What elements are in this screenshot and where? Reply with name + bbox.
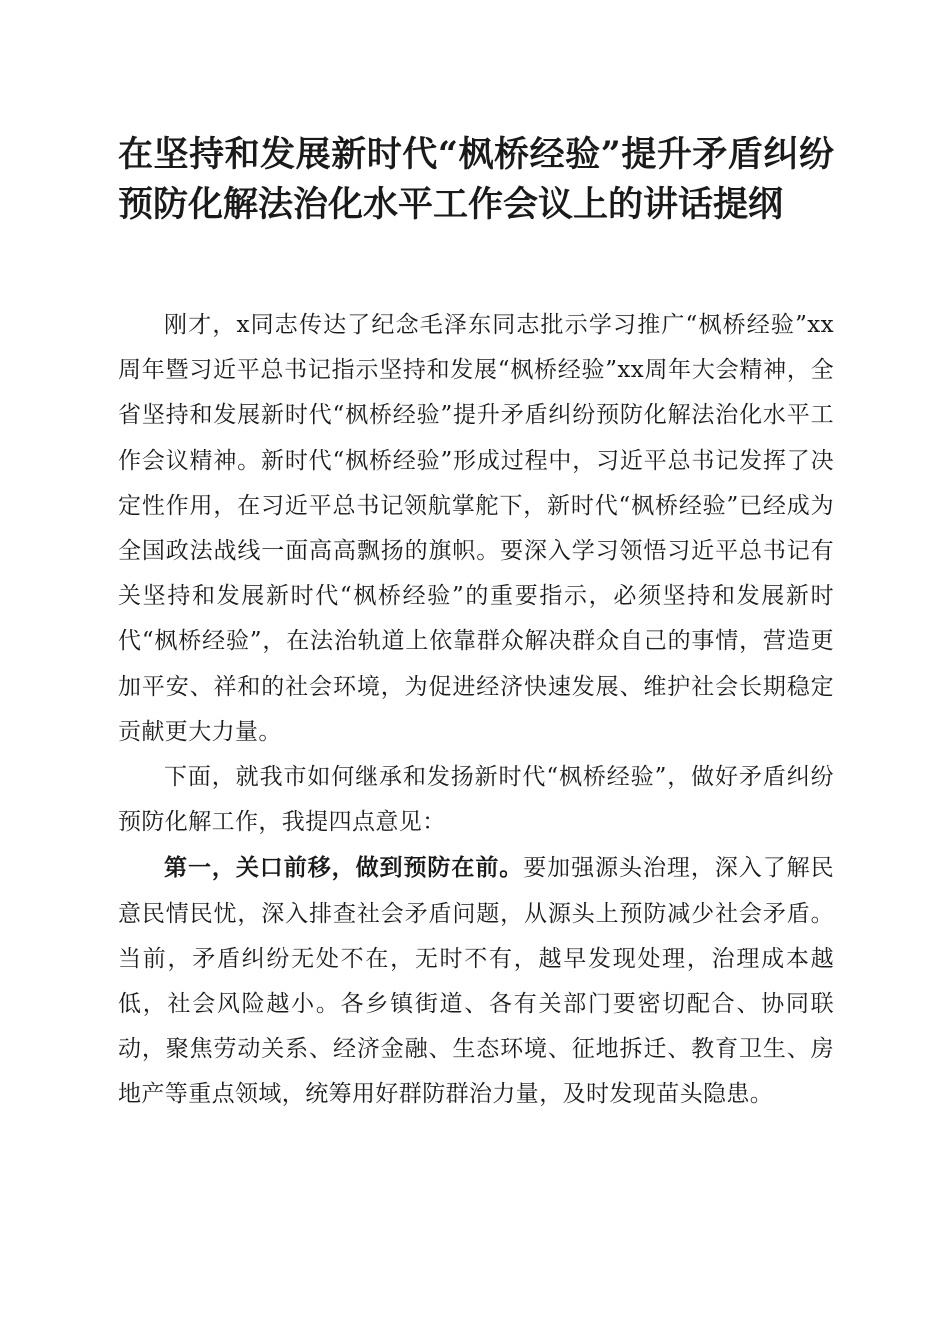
paragraph-intro — [118, 303, 834, 755]
document-page — [118, 130, 834, 1118]
paragraph-point-one — [118, 845, 834, 1117]
document-title: 在坚持和发展新时代“枫桥经验”提升矛盾纠纷预防化解法治化水平工作会议上的讲话提纲 — [118, 134, 834, 225]
point-one-text: 要加强源头治理，深入了解民意民情民忧，深入排查社会矛盾问题，从源头上预防减少社会矛盾。当前，矛盾纠纷无处不在，无时不有，越早发现处理，治理成本越低，社会风险越小。各乡镇街道、各有关部门要密切配合、协同联动，聚焦劳动关系、经济金融、生态环境、征地拆迁、教育卫生、房地产等重点领域，统筹用好群防群治力量，及时发现苗头隐患。 — [118, 855, 835, 1108]
point-one-heading: 第一，关口前移，做到预防在前。 — [164, 854, 524, 882]
paragraph-overview-text: 下面，就我市如何继承和发扬新时代“枫桥经验”，做好矛盾纠纷预防化解工作，我提四点意见： — [118, 764, 834, 836]
paragraph-intro-text: 刚才，x同志传达了纪念毛泽东同志批示学习推广“枫桥经验”xx周年暨习近平总书记指示坚持和发展“枫桥经验”xx周年大会精神，全省坚持和发展新时代“枫桥经验”提升矛盾纠纷预防化解法治化水平工作会议精神。新时代“枫桥经验”形成过程中，习近平总书记发挥了决定性作用，在习近平总书记领航掌舵下，新时代“枫桥经验”已经成为全国政法战线一面高高飘扬的旗帜。要深入学习领悟习近平总书记有关坚持和发展新时代“枫桥经验”的重要指示，必须坚持和发展新时代“枫桥经验”，在法治轨道上依靠群众解决群众自己的事情，营造更加平安、祥和的社会环境，为促进经济快速发展、维护社会长期稳定贡献更大力量。 — [118, 312, 834, 745]
paragraph-overview — [118, 755, 834, 845]
